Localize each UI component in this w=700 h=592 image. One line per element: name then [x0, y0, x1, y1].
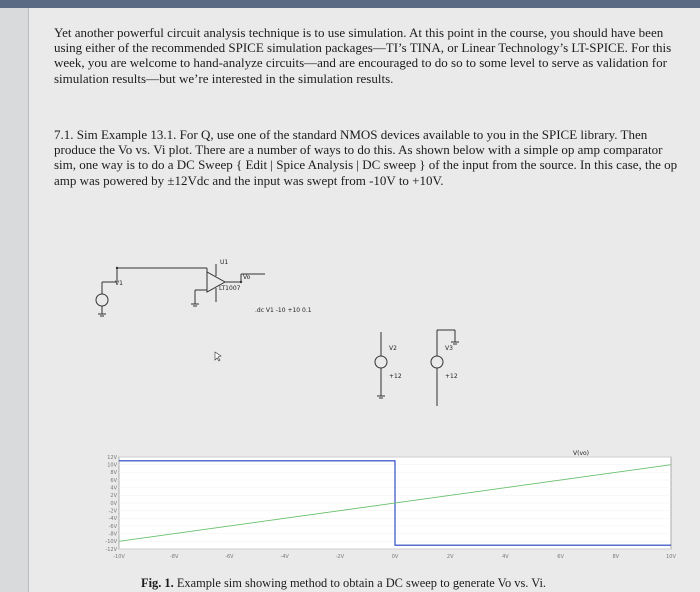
dc-sweep-plot: [99, 449, 679, 573]
intro-paragraph: Yet another powerful circuit analysis technique is to use simulation. At this point in the course, you should have been using either of the recommended SPICE simulation packages—TI’s TINA, or Linear Technology’s LT-SPICE. For this week, you are welcome to hand-analyze circuits—and are encouraged to do so to some level to serve as validation for simulation results—but we’re interested in the simulation results.: [54, 25, 672, 86]
y-tick-label: 12V: [107, 454, 117, 461]
v2-label: V2: [389, 345, 397, 352]
v1-source-symbol: [96, 294, 108, 306]
y-tick-label: 10V: [107, 462, 117, 469]
x-tick-label: 0V: [391, 554, 399, 560]
y-tick-label: 0V: [110, 500, 117, 507]
x-tick-label: -6V: [225, 554, 234, 560]
output-net-label: Vo: [243, 274, 251, 281]
y-tick-label: 6V: [110, 477, 117, 484]
y-tick-label: 8V: [110, 470, 117, 477]
x-tick-label: 4V: [502, 554, 509, 560]
caption-label: Fig. 1.: [141, 576, 174, 590]
x-tick-label: -10V: [113, 554, 125, 560]
y-tick-label: -4V: [108, 516, 117, 523]
x-tick-label: -2V: [335, 554, 345, 560]
y-tick-label: -6V: [108, 523, 117, 530]
opamp-part-label: LT1007: [219, 285, 241, 292]
caption-text: Example sim showing method to obtain a DC sweep to generate Vo vs. Vi.: [176, 576, 547, 590]
v3-value: +12: [445, 373, 458, 380]
v2-value: +12: [389, 373, 402, 380]
v3-source-symbol: [431, 356, 443, 368]
document-page: [28, 8, 700, 592]
opamp-ref-label: U1: [220, 259, 229, 266]
schematic-figure: [29, 246, 700, 438]
y-tick-label: -8V: [108, 531, 117, 538]
y-tick-label: 4V: [110, 485, 117, 492]
figure-caption: [141, 576, 546, 591]
v1-label: V1: [115, 280, 123, 287]
trace-label: V(vo): [573, 450, 590, 457]
window-top-bar: [0, 0, 700, 8]
y-tick-label: -12V: [105, 546, 117, 553]
y-tick-label: 2V: [110, 493, 117, 500]
x-tick-label: -4V: [280, 554, 289, 560]
y-tick-label: -2V: [108, 508, 117, 515]
v3-label: V3: [445, 345, 453, 352]
mouse-cursor-icon: [215, 352, 221, 361]
x-tick-label: 2V: [446, 554, 454, 560]
v2-source-symbol: [375, 356, 387, 368]
dc-sweep-directive: .dc V1 -10 +10 0.1: [255, 307, 312, 314]
x-tick-label: 8V: [612, 554, 620, 560]
exercise-paragraph: 7.1. Sim Example 13.1. For Q, use one of the standard NMOS devices available to you in the SPICE library. Then produce the Vo vs. Vi plot. There are a number of ways to do this. As shown below with a simple op amp comparator sim, one way is to do a DC Sweep { Edit | Spice Analysis | DC sweep } of the input from the source. In this case, the op amp was powered by ±12Vdc and the input was swept from -10V to +10V.: [54, 127, 678, 188]
x-tick-label: -8V: [169, 554, 179, 560]
x-tick-label: 6V: [557, 554, 564, 560]
x-tick-label: 10V: [666, 554, 676, 560]
y-tick-label: -10V: [105, 539, 117, 546]
